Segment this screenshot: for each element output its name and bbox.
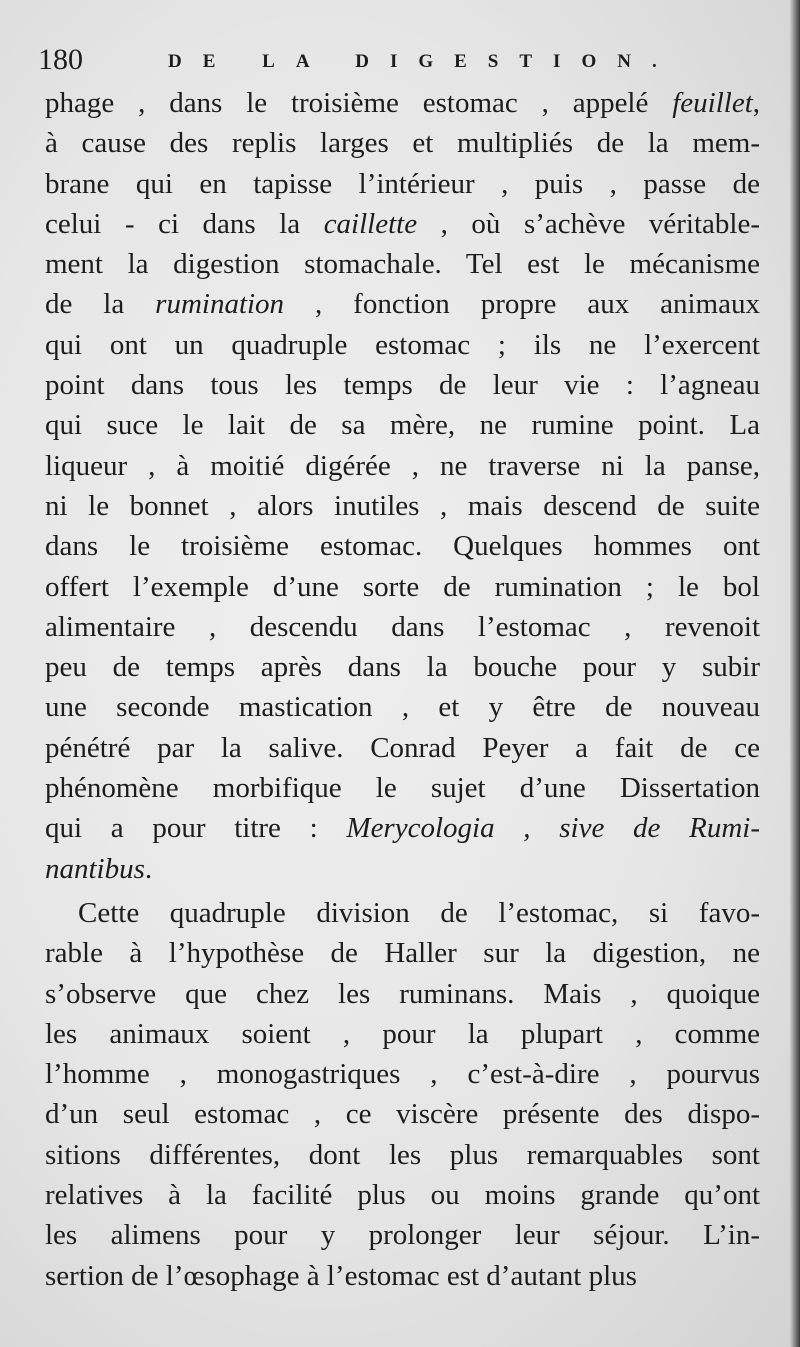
text-line: brane qui en tapisse l’intérieur , puis , passe de [45, 167, 760, 200]
paragraph [45, 893, 760, 1296]
italic-term: Merycologia , sive de Rumi- [346, 812, 760, 845]
text-line: à cause des replis larges et multipliés de la mem- [45, 127, 760, 160]
text-line: qui ont un quadruple estomac ; ils ne l’exercent [45, 328, 760, 361]
text-line: qui suce le lait de sa mère, ne rumine point. La [45, 409, 760, 442]
page-number: 180 [38, 43, 83, 76]
italic-term: nantibus [45, 852, 145, 885]
italic-term: caillette [323, 207, 418, 240]
text-body [45, 83, 760, 1296]
text-line: phénomène morbifique le sujet d’une Dissertation [45, 772, 760, 805]
paragraph [45, 83, 760, 889]
text-line: de la rumination , fonction propre aux animaux [45, 288, 760, 321]
text-line: celui - ci dans la caillette , où s’achève véritable- [45, 207, 760, 240]
text-line: dans le troisième estomac. Quelques hommes ont [45, 530, 760, 563]
text-line: relatives à la facilité plus ou moins grande qu’ont [45, 1179, 760, 1212]
text-line: ment la digestion stomachale. Tel est le mécanisme [45, 248, 760, 281]
text-line: l’homme , monogastriques , c’est-à-dire , pourvus [45, 1058, 760, 1091]
page-edge-shadow [790, 0, 800, 1347]
text-line: phage , dans le troisième estomac , appelé feuillet, [45, 87, 760, 119]
text-line: ni le bonnet , alors inutiles , mais descend de suite [45, 489, 760, 522]
italic-term: feuillet [672, 87, 753, 119]
text-line: alimentaire , descendu dans l’estomac , revenoit [45, 610, 760, 643]
text-line: s’observe que chez les ruminans. Mais , quoique [45, 977, 760, 1010]
text-line: point dans tous les temps de leur vie : l’agneau [45, 369, 760, 402]
text-line: sitions différentes, dont les plus remarquables sont [45, 1138, 760, 1171]
text-line: les animaux soient , pour la plupart , comme [45, 1017, 760, 1050]
text-line: nantibus. [45, 852, 153, 885]
text-line: peu de temps après dans la bouche pour y subir [45, 651, 760, 684]
text-line: d’un seul estomac , ce viscère présente des dispo- [45, 1098, 760, 1131]
text-line: rable à l’hypothèse de Haller sur la digestion, ne [45, 937, 760, 970]
text-line: pénétré par la salive. Conrad Peyer a fait de ce [45, 731, 760, 764]
text-line: sertion de l’œsophage à l’estomac est d’autant plus [45, 1259, 637, 1292]
text-line: Cette quadruple division de l’estomac, si favo- [78, 896, 760, 929]
text-line: une seconde mastication , et y être de nouveau [45, 691, 760, 724]
text-line: qui a pour titre : Merycologia , sive de Rumi- [45, 812, 760, 845]
italic-term: rumination [155, 288, 285, 321]
text-line: liqueur , à moitié digérée , ne traverse ni la panse, [45, 449, 760, 482]
page-header [38, 38, 738, 82]
text-line: offert l’exemple d’une sorte de rumination ; le bol [45, 570, 760, 603]
text-line: les alimens pour y prolonger leur séjour. L’in- [45, 1219, 760, 1252]
running-title: DE LA DIGESTION. [168, 51, 678, 72]
